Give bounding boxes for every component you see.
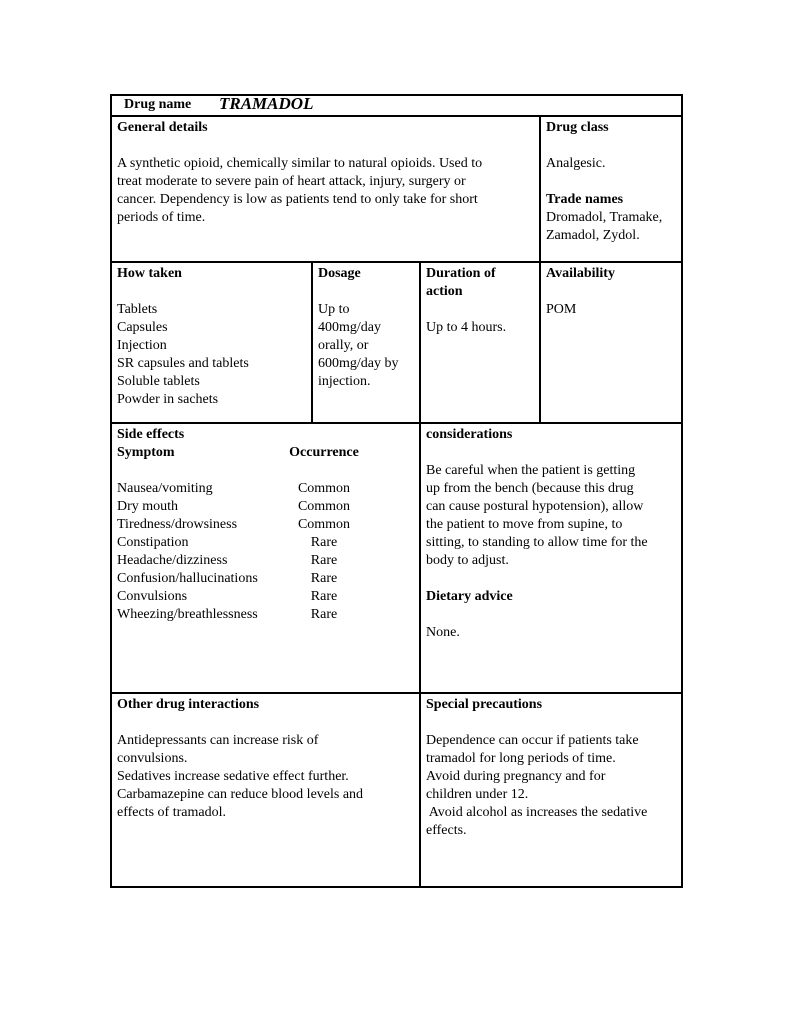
general-row: [112, 117, 681, 263]
drug-info-table: [110, 94, 683, 888]
how-taken-item: Soluble tablets: [117, 374, 200, 389]
occurrence-cell: Common: [297, 481, 351, 496]
occurrence-cell: Rare: [310, 535, 338, 550]
trade-names-line: Dromadol, Tramake,: [546, 210, 663, 225]
dietary-advice-value: None.: [426, 625, 460, 640]
drug-class-cell: [541, 117, 681, 261]
occurrence-cell: Common: [297, 499, 351, 514]
table-row: [117, 588, 363, 606]
how-taken-cell: [112, 263, 313, 422]
general-details-heading: General details: [117, 120, 208, 135]
side-effects-table: [117, 444, 363, 624]
interactions-line: Sedatives increase sedative effect further.: [117, 769, 349, 784]
precautions-line: Dependence can occur if patients take: [426, 733, 639, 748]
interactions-line: effects of tramadol.: [117, 805, 226, 820]
considerations-line: up from the bench (because this drug: [426, 481, 634, 496]
general-line: treat moderate to severe pain of heart attack, injury, surgery or: [117, 174, 466, 189]
precautions-line: Avoid alcohol as increases the sedative: [426, 805, 648, 820]
occurrence-cell: Rare: [310, 589, 338, 604]
availability-heading: Availability: [546, 266, 615, 281]
side-effects-heading: Side effects: [117, 427, 185, 442]
availability-value: POM: [546, 302, 577, 317]
symptom-cell: Convulsions: [117, 589, 188, 604]
symptom-column-header: Symptom: [117, 445, 175, 460]
effects-row: [112, 424, 681, 694]
table-row: [117, 534, 363, 552]
precautions-line: children under 12.: [426, 787, 529, 802]
table-row: [117, 516, 363, 534]
symptom-cell: Nausea/vomiting: [117, 481, 213, 496]
how-taken-item: Capsules: [117, 320, 168, 335]
dosage-cell: [313, 263, 421, 422]
considerations-line: body to adjust.: [426, 553, 509, 568]
drug-class-heading: Drug class: [546, 120, 609, 135]
precautions-heading: Special precautions: [426, 697, 543, 712]
side-effects-cell: [112, 424, 421, 692]
trade-names-heading: Trade names: [546, 192, 624, 207]
table-row: [117, 552, 363, 570]
occurrence-cell: Rare: [310, 607, 338, 622]
table-row: [117, 498, 363, 516]
trade-names-line: Zamadol, Zydol.: [546, 228, 640, 243]
duration-heading: Duration of: [426, 266, 496, 281]
dosage-line: 600mg/day by: [318, 356, 399, 371]
occurrence-cell: Rare: [310, 553, 338, 568]
occurrence-cell: Rare: [310, 571, 338, 586]
interactions-row: [112, 694, 681, 886]
administration-row: [112, 263, 681, 424]
symptom-cell: Tiredness/drowsiness: [117, 517, 238, 532]
considerations-cell: [421, 424, 681, 692]
interactions-cell: [112, 694, 421, 886]
how-taken-item: Tablets: [117, 302, 158, 317]
precautions-line: tramadol for long periods of time.: [426, 751, 616, 766]
dosage-line: injection.: [318, 374, 371, 389]
table-row: [117, 606, 363, 624]
dosage-line: Up to: [318, 302, 350, 317]
general-line: periods of time.: [117, 210, 206, 225]
symptom-cell: Dry mouth: [117, 499, 179, 514]
occurrence-column-header: Occurrence: [289, 445, 359, 460]
side-effects-header-row: [117, 444, 363, 462]
how-taken-item: Powder in sachets: [117, 392, 219, 407]
title-row: [112, 96, 681, 117]
dietary-advice-heading: Dietary advice: [426, 589, 513, 604]
drug-name-value: TRAMADOL: [219, 94, 314, 113]
interactions-line: Antidepressants can increase risk of: [117, 733, 319, 748]
how-taken-item: SR capsules and tablets: [117, 356, 249, 371]
dosage-line: 400mg/day: [318, 320, 381, 335]
considerations-heading: considerations: [426, 427, 513, 442]
precautions-line: effects.: [426, 823, 467, 838]
considerations-line: sitting, to standing to allow time for the: [426, 535, 648, 550]
drug-class-value: Analgesic.: [546, 156, 606, 171]
how-taken-item: Injection: [117, 338, 167, 353]
precautions-cell: [421, 694, 681, 886]
considerations-line: the patient to move from supine, to: [426, 517, 623, 532]
considerations-line: Be careful when the patient is getting: [426, 463, 636, 478]
symptom-cell: Wheezing/breathlessness: [117, 607, 258, 622]
duration-heading: action: [426, 284, 463, 299]
general-line: cancer. Dependency is low as patients tend to only take for short: [117, 192, 478, 207]
how-taken-heading: How taken: [117, 266, 182, 281]
symptom-cell: Confusion/hallucinations: [117, 571, 258, 586]
dosage-heading: Dosage: [318, 266, 361, 281]
duration-cell: [421, 263, 541, 422]
occurrence-cell: Common: [297, 517, 351, 532]
interactions-line: Carbamazepine can reduce blood levels and: [117, 787, 364, 802]
symptom-cell: Headache/dizziness: [117, 553, 228, 568]
table-row: [117, 480, 363, 498]
interactions-line: convulsions.: [117, 751, 188, 766]
drug-name-label: Drug name: [124, 97, 192, 112]
dosage-line: orally, or: [318, 338, 369, 353]
precautions-line: Avoid during pregnancy and for: [426, 769, 606, 784]
duration-value: Up to 4 hours.: [426, 320, 507, 335]
general-details-cell: [112, 117, 541, 261]
availability-cell: [541, 263, 681, 422]
table-row: [117, 570, 363, 588]
interactions-heading: Other drug interactions: [117, 697, 260, 712]
considerations-line: can cause postural hypotension), allow: [426, 499, 644, 514]
general-line: A synthetic opioid, chemically similar to natural opioids. Used to: [117, 156, 483, 171]
symptom-cell: Constipation: [117, 535, 189, 550]
